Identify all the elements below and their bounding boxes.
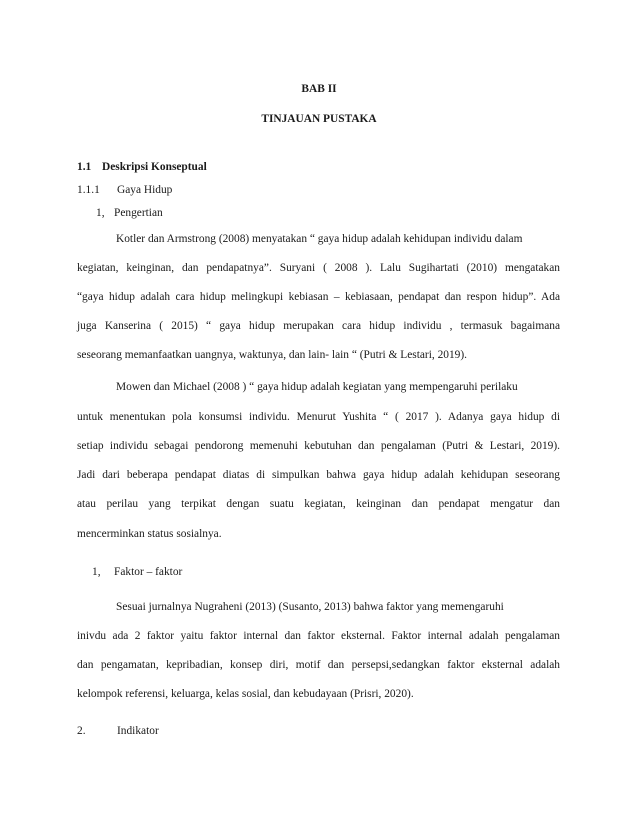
chapter-heading: BAB II [301, 83, 337, 95]
paragraph-line: seseorang memanfaatkan uangnya, waktunya, dan lain- lain “ (Putri & Lestari, 2019). [77, 349, 468, 361]
paragraph-line: inivdu ada 2 faktor yaitu faktor internal dan faktor eksternal. Faktor internal adalah pengalaman [77, 630, 560, 642]
paragraph-line: kelompok referensi, keluarga, kelas sosial, dan kebudayaan (Prisri, 2020). [77, 688, 414, 700]
section-title: Deskripsi Konseptual [102, 161, 207, 173]
subsection-number: 1.1.1 [77, 184, 100, 196]
list-title-indikator: Indikator [117, 725, 159, 737]
paragraph-line: Jadi dari beberapa pendapat diatas di simpulkan bahwa gaya hidup adalah kehidupan seseorang [77, 469, 560, 481]
section-number: 1.1 [77, 161, 92, 173]
list-number: 2. [77, 725, 86, 737]
paragraph-line: Kotler dan Armstrong (2008) menyatakan “ gaya hidup adalah kehidupan individu dalam [116, 233, 523, 245]
list-title-pengertian: Pengertian [114, 207, 163, 219]
list-title-faktor: Faktor – faktor [114, 566, 183, 578]
paragraph-line: Mowen dan Michael (2008 ) “ gaya hidup adalah kegiatan yang mempengaruhi perilaku [116, 381, 518, 393]
list-number: 1, [92, 566, 101, 578]
paragraph-line: “gaya hidup adalah cara hidup melingkupi kebiasan – kebiasaan, pendapat dan respon hidup”. Ada [77, 291, 560, 303]
paragraph-line: kegiatan, keinginan, dan pendapatnya”. Suryani ( 2008 ). Lalu Sugihartati (2010) mengatakan [77, 262, 560, 274]
chapter-title: TINJAUAN PUSTAKA [261, 113, 377, 125]
paragraph-line: setiap individu sebagai pendorong memenuhi kebutuhan dan pengalaman (Putri & Lestari, 2019). [77, 440, 560, 452]
paragraph-line: mencerminkan status sosialnya. [77, 528, 222, 540]
paragraph-line: atau perilau yang terpikat dengan suatu kegiatan, keinginan dan pendapat mengatur dan [77, 498, 560, 510]
paragraph-line: dan pengamatan, kepribadian, konsep diri, motif dan persepsi,sedangkan faktor eksternal adalah [77, 659, 560, 671]
paragraph-line: Sesuai jurnalnya Nugraheni (2013) (Susanto, 2013) bahwa faktor yang memengaruhi [116, 601, 504, 613]
subsection-title: Gaya Hidup [117, 184, 173, 196]
paragraph-line: juga Kanserina ( 2015) “ gaya hidup merupakan cara hidup individu , termasuk bagaimana [77, 320, 560, 332]
paragraph-line: untuk menentukan pola konsumsi individu. Menurut Yushita “ ( 2017 ). Adanya gaya hidup di [77, 411, 560, 423]
list-number: 1, [96, 207, 105, 219]
